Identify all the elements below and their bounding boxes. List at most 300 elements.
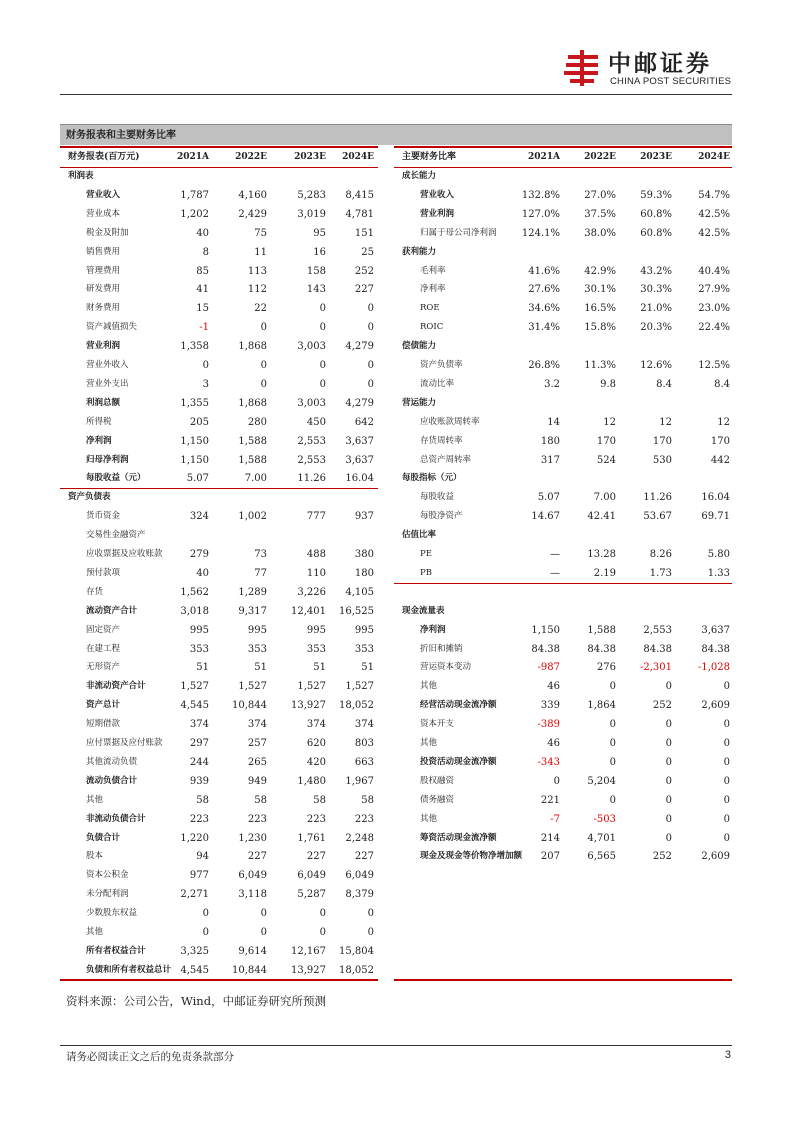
row-label: 其他流动负债 — [86, 757, 138, 767]
table-row — [60, 507, 378, 526]
row-label: 营运能力 — [402, 398, 437, 408]
row-value: 0 — [609, 681, 616, 692]
row-label: 归属于母公司净利润 — [420, 228, 497, 238]
row-value: 85 — [196, 266, 209, 277]
row-label: 研发费用 — [86, 284, 121, 294]
row-label: 资产负债表 — [68, 492, 111, 502]
row-value: 10,844 — [232, 700, 267, 711]
row-value: 12 — [603, 417, 616, 428]
table-row — [394, 772, 732, 791]
row-label: PB — [420, 568, 432, 578]
row-value: 7.00 — [244, 473, 267, 484]
row-value: 530 — [652, 455, 672, 466]
source-note: 资料来源：公司公告，Wind，中邮证券研究所预测 — [66, 994, 327, 1008]
row-label: 流动负债合计 — [86, 776, 138, 786]
table-row — [60, 451, 378, 470]
row-value: 0 — [319, 927, 326, 938]
row-value: 0 — [202, 927, 209, 938]
header-year: 2024E — [342, 152, 374, 162]
row-value: 3,018 — [180, 606, 209, 617]
table-row — [60, 224, 378, 243]
table-row — [394, 507, 732, 526]
row-value: 1,588 — [238, 436, 267, 447]
row-value: 252 — [354, 266, 374, 277]
row-value: 112 — [247, 284, 267, 295]
header-year: 2023E — [640, 152, 672, 162]
row-value: 38.0% — [584, 228, 616, 239]
row-label: 营运资本变动 — [420, 662, 472, 672]
table-row — [394, 753, 732, 772]
row-value: 3,637 — [701, 625, 730, 636]
table-row — [394, 394, 732, 413]
row-value: 8.26 — [649, 549, 672, 560]
row-value: 949 — [247, 776, 267, 787]
row-value: 0 — [723, 814, 730, 825]
table-row — [394, 847, 732, 866]
row-value: 4,105 — [345, 587, 374, 598]
row-value: 8.4 — [656, 379, 672, 390]
table-row — [394, 734, 732, 753]
row-value: 41.6% — [528, 266, 560, 277]
row-value: 11 — [254, 247, 267, 258]
row-value: 12 — [717, 417, 730, 428]
row-value: 1,002 — [238, 511, 267, 522]
table-row — [60, 772, 378, 791]
table-row — [60, 829, 378, 848]
table-row — [394, 583, 732, 602]
row-label: 其他 — [86, 795, 104, 805]
row-value: 16 — [313, 247, 326, 258]
table-row — [394, 469, 732, 488]
row-value: 642 — [354, 417, 374, 428]
row-value: 223 — [306, 814, 326, 825]
row-value: 12.6% — [640, 360, 672, 371]
row-value: -343 — [537, 757, 560, 768]
row-label: 债务融资 — [420, 795, 455, 805]
row-value: 1,588 — [587, 625, 616, 636]
row-value: 15,804 — [339, 946, 374, 957]
row-label: 应收账款周转率 — [420, 417, 480, 427]
row-value: 3 — [202, 379, 209, 390]
row-value: 265 — [247, 757, 267, 768]
row-value: 1,355 — [180, 398, 209, 409]
header-year: 2022E — [235, 152, 267, 162]
row-value: 60.8% — [640, 209, 672, 220]
row-value: 27.9% — [698, 284, 730, 295]
table-row — [394, 451, 732, 470]
row-value: 3,325 — [180, 946, 209, 957]
row-label: 营业收入 — [420, 190, 455, 200]
table-row — [394, 677, 732, 696]
row-value: 9,614 — [238, 946, 267, 957]
row-value: 95 — [313, 228, 326, 239]
row-value: 1,787 — [180, 190, 209, 201]
row-value: 16.5% — [584, 303, 616, 314]
row-value: — — [550, 568, 560, 579]
row-value: 4,545 — [180, 965, 209, 976]
row-value: — — [550, 549, 560, 560]
row-value: 6,049 — [345, 870, 374, 881]
header-year: 2021A — [527, 152, 560, 162]
table-row — [60, 677, 378, 696]
table-row — [60, 923, 378, 942]
row-value: 324 — [189, 511, 209, 522]
table-row — [394, 243, 732, 262]
table-row — [60, 791, 378, 810]
row-value: 0 — [723, 757, 730, 768]
row-value: 170 — [710, 436, 730, 447]
row-value: 276 — [596, 662, 616, 673]
row-value: 450 — [306, 417, 326, 428]
table-row — [60, 734, 378, 753]
row-label: 估值比率 — [402, 530, 437, 540]
row-value: 6,049 — [238, 870, 267, 881]
row-value: 42.9% — [584, 266, 616, 277]
row-value: 0 — [319, 322, 326, 333]
row-label: 流动比率 — [420, 379, 455, 389]
table-row — [60, 375, 378, 394]
row-label: PE — [420, 549, 432, 559]
row-value: 1,230 — [238, 833, 267, 844]
row-value: 0 — [665, 738, 672, 749]
row-value: 1,967 — [345, 776, 374, 787]
row-value: 2.19 — [593, 568, 616, 579]
table-row — [60, 299, 378, 318]
row-label: 每股收益（元） — [86, 473, 146, 483]
row-label: 所得税 — [86, 417, 112, 427]
row-value: 777 — [306, 511, 326, 522]
row-label: 利润表 — [68, 171, 94, 181]
row-label: 每股指标（元） — [402, 473, 462, 483]
row-label: 在建工程 — [86, 644, 121, 654]
row-value: 0 — [723, 776, 730, 787]
row-value: 1,864 — [587, 700, 616, 711]
table-row — [60, 696, 378, 715]
row-value: 11.26 — [643, 492, 672, 503]
row-value: 223 — [354, 814, 374, 825]
row-value: 1,220 — [180, 833, 209, 844]
row-value: 0 — [665, 757, 672, 768]
row-value: 620 — [306, 738, 326, 749]
row-value: 803 — [354, 738, 374, 749]
row-value: 84.38 — [643, 644, 672, 655]
row-value: 0 — [665, 681, 672, 692]
row-label: 应付票据及应付账款 — [86, 738, 163, 748]
row-label: 负债和所有者权益总计 — [86, 965, 172, 975]
row-label: 非流动资产合计 — [86, 681, 146, 691]
row-value: 143 — [306, 284, 326, 295]
row-value: 12.5% — [698, 360, 730, 371]
row-value: 23.0% — [698, 303, 730, 314]
brand-logo — [562, 45, 732, 93]
row-value: 40 — [196, 228, 209, 239]
row-value: 1,562 — [180, 587, 209, 598]
row-value: 2,553 — [297, 436, 326, 447]
row-value: 0 — [723, 833, 730, 844]
header-year: 2024E — [698, 152, 730, 162]
footer-divider — [60, 1045, 732, 1046]
row-value: 51 — [196, 662, 209, 673]
row-value: 18,052 — [339, 965, 374, 976]
row-label: 每股净资产 — [420, 511, 463, 521]
row-value: 73 — [254, 549, 267, 560]
row-value: 1,868 — [238, 341, 267, 352]
row-value: 42.41 — [587, 511, 616, 522]
row-value: 3,637 — [345, 455, 374, 466]
row-value: 84.38 — [587, 644, 616, 655]
row-value: 113 — [247, 266, 267, 277]
row-label: 无形资产 — [86, 662, 121, 672]
row-value: 1,150 — [180, 436, 209, 447]
row-value: 40.4% — [698, 266, 730, 277]
table-row — [394, 715, 732, 734]
row-value: 7.00 — [593, 492, 616, 503]
row-label: 营业外支出 — [86, 379, 129, 389]
row-value: 939 — [189, 776, 209, 787]
row-value: 10,844 — [232, 965, 267, 976]
row-label: 成长能力 — [402, 171, 437, 181]
table-bottom-rule — [60, 979, 378, 981]
table-row — [60, 280, 378, 299]
row-value: 353 — [189, 644, 209, 655]
table-row — [60, 847, 378, 866]
row-value: 0 — [609, 719, 616, 730]
row-value: 317 — [540, 455, 560, 466]
row-label: ROE — [420, 303, 440, 313]
row-value: 937 — [354, 511, 374, 522]
row-value: 16,525 — [339, 606, 374, 617]
header-year: 2022E — [584, 152, 616, 162]
row-value: 9,317 — [238, 606, 267, 617]
table-row — [394, 167, 732, 186]
row-value: 2,553 — [643, 625, 672, 636]
table-row — [60, 243, 378, 262]
row-value: 0 — [723, 681, 730, 692]
row-value: 223 — [247, 814, 267, 825]
row-label: 其他 — [420, 814, 438, 824]
row-value: 5.07 — [537, 492, 560, 503]
table-row — [60, 262, 378, 281]
row-value: 0 — [319, 379, 326, 390]
table-row — [394, 829, 732, 848]
row-value: 0 — [723, 738, 730, 749]
row-value: -987 — [537, 662, 560, 673]
row-value: 75 — [254, 228, 267, 239]
row-value: 46 — [547, 681, 560, 692]
table-row — [60, 621, 378, 640]
row-value: 1,527 — [238, 681, 267, 692]
row-value: 20.3% — [640, 322, 672, 333]
row-value: 339 — [540, 700, 560, 711]
row-label: ROIC — [420, 322, 444, 332]
row-value: 524 — [596, 455, 616, 466]
table-row — [394, 488, 732, 507]
row-value: 3.2 — [544, 379, 560, 390]
row-value: 180 — [540, 436, 560, 447]
row-value: 0 — [553, 776, 560, 787]
row-value: 227 — [354, 284, 374, 295]
row-label: 资产总计 — [86, 700, 121, 710]
china-post-logo-icon — [562, 48, 602, 88]
table-row — [394, 810, 732, 829]
row-value: 2,271 — [180, 889, 209, 900]
row-label: 所有者权益合计 — [86, 946, 146, 956]
row-value: 353 — [247, 644, 267, 655]
row-value: 0 — [665, 776, 672, 787]
row-value: 27.6% — [528, 284, 560, 295]
row-value: 8,415 — [345, 190, 374, 201]
row-value: 0 — [260, 927, 267, 938]
header-top-rule — [60, 146, 378, 148]
row-value: 77 — [254, 568, 267, 579]
row-value: 4,279 — [345, 341, 374, 352]
row-label: 货币资金 — [86, 511, 121, 521]
row-value: 132.8% — [521, 190, 560, 201]
row-value: 15 — [196, 303, 209, 314]
row-label: 预付款项 — [86, 568, 121, 578]
table-row — [394, 224, 732, 243]
table-row — [60, 545, 378, 564]
row-value: 2,248 — [345, 833, 374, 844]
table-row — [394, 337, 732, 356]
row-label: 未分配利润 — [86, 889, 129, 899]
table-row — [60, 885, 378, 904]
row-value: 4,701 — [587, 833, 616, 844]
row-label: 毛利率 — [420, 266, 446, 276]
row-value: 84.38 — [531, 644, 560, 655]
row-value: 42.5% — [698, 228, 730, 239]
row-value: 5.80 — [707, 549, 730, 560]
row-label: 现金流量表 — [402, 606, 445, 616]
row-value: 41 — [196, 284, 209, 295]
row-value: 22 — [254, 303, 267, 314]
row-label: 偿债能力 — [402, 341, 437, 351]
row-value: 34.6% — [528, 303, 560, 314]
table-row — [60, 904, 378, 923]
row-value: 353 — [354, 644, 374, 655]
row-label: 营业外收入 — [86, 360, 129, 370]
row-label: 其他 — [420, 681, 438, 691]
row-value: 380 — [354, 549, 374, 560]
row-value: 0 — [665, 814, 672, 825]
table-row — [394, 262, 732, 281]
row-label: 资本公积金 — [86, 870, 129, 880]
row-value: 180 — [354, 568, 374, 579]
row-value: 1,289 — [238, 587, 267, 598]
row-value: 214 — [540, 833, 560, 844]
table-row — [60, 186, 378, 205]
row-value: 0 — [319, 360, 326, 371]
row-label: 归母净利润 — [86, 455, 129, 465]
row-value: -2,301 — [639, 662, 672, 673]
row-value: 58 — [254, 795, 267, 806]
row-label: 流动资产合计 — [86, 606, 138, 616]
row-label: 管理费用 — [86, 266, 121, 276]
row-label: 总资产周转率 — [420, 455, 472, 465]
table-row — [60, 753, 378, 772]
row-value: 42.5% — [698, 209, 730, 220]
row-label: 每股收益 — [420, 492, 455, 502]
row-value: 374 — [189, 719, 209, 730]
row-label: 营业成本 — [86, 209, 121, 219]
row-value: 0 — [665, 719, 672, 730]
row-value: 11.26 — [297, 473, 326, 484]
footer-disclaimer: 请务必阅读正文之后的免责条款部分 — [66, 1051, 234, 1063]
row-value: 227 — [354, 851, 374, 862]
row-value: 30.1% — [584, 284, 616, 295]
table-header — [394, 147, 732, 167]
row-value: 27.0% — [584, 190, 616, 201]
table-row — [60, 602, 378, 621]
row-value: 5.07 — [186, 473, 209, 484]
row-value: 257 — [247, 738, 267, 749]
row-value: 1.73 — [649, 568, 672, 579]
row-value: 0 — [367, 379, 374, 390]
row-value: 0 — [609, 795, 616, 806]
row-value: 0 — [367, 303, 374, 314]
row-value: -7 — [550, 814, 560, 825]
row-label: 净利率 — [420, 284, 446, 294]
row-value: 43.2% — [640, 266, 672, 277]
row-value: -503 — [593, 814, 616, 825]
row-value: 40 — [196, 568, 209, 579]
row-value: 279 — [189, 549, 209, 560]
table-row — [60, 167, 378, 186]
table-row — [60, 640, 378, 659]
header-top-rule — [394, 146, 732, 148]
row-value: 5,204 — [587, 776, 616, 787]
row-value: 4,781 — [345, 209, 374, 220]
row-label: 净利润 — [86, 436, 112, 446]
row-value: 110 — [306, 568, 326, 579]
row-value: 205 — [189, 417, 209, 428]
row-label: 筹资活动现金流净额 — [420, 833, 497, 843]
row-label: 资本开支 — [420, 719, 455, 729]
row-value: 0 — [367, 908, 374, 919]
row-value: 0 — [723, 719, 730, 730]
row-value: 297 — [189, 738, 209, 749]
row-value: 1,527 — [297, 681, 326, 692]
row-value: 13.28 — [587, 549, 616, 560]
row-value: 663 — [354, 757, 374, 768]
row-value: 1,527 — [345, 681, 374, 692]
row-value: 51 — [254, 662, 267, 673]
table-row — [60, 658, 378, 677]
row-label: 营业利润 — [86, 341, 121, 351]
row-label: 非流动负债合计 — [86, 814, 146, 824]
row-value: 3,118 — [238, 889, 267, 900]
table-row — [60, 564, 378, 583]
row-value: 0 — [609, 757, 616, 768]
table-row — [394, 432, 732, 451]
table-row — [60, 866, 378, 885]
table-bottom-rule — [394, 979, 732, 981]
row-value: 11.3% — [584, 360, 616, 371]
table-row — [394, 640, 732, 659]
table-row — [394, 375, 732, 394]
row-value: 6,565 — [587, 851, 616, 862]
row-value: 9.8 — [600, 379, 616, 390]
row-value: 22.4% — [698, 322, 730, 333]
table-row — [394, 658, 732, 677]
table-row — [394, 602, 732, 621]
row-value: 53.67 — [643, 511, 672, 522]
row-value: 2,609 — [701, 700, 730, 711]
row-label: 营业收入 — [86, 190, 121, 200]
row-label: 资产减值损失 — [86, 322, 138, 332]
table-row — [60, 337, 378, 356]
row-label: 短期借款 — [86, 719, 121, 729]
